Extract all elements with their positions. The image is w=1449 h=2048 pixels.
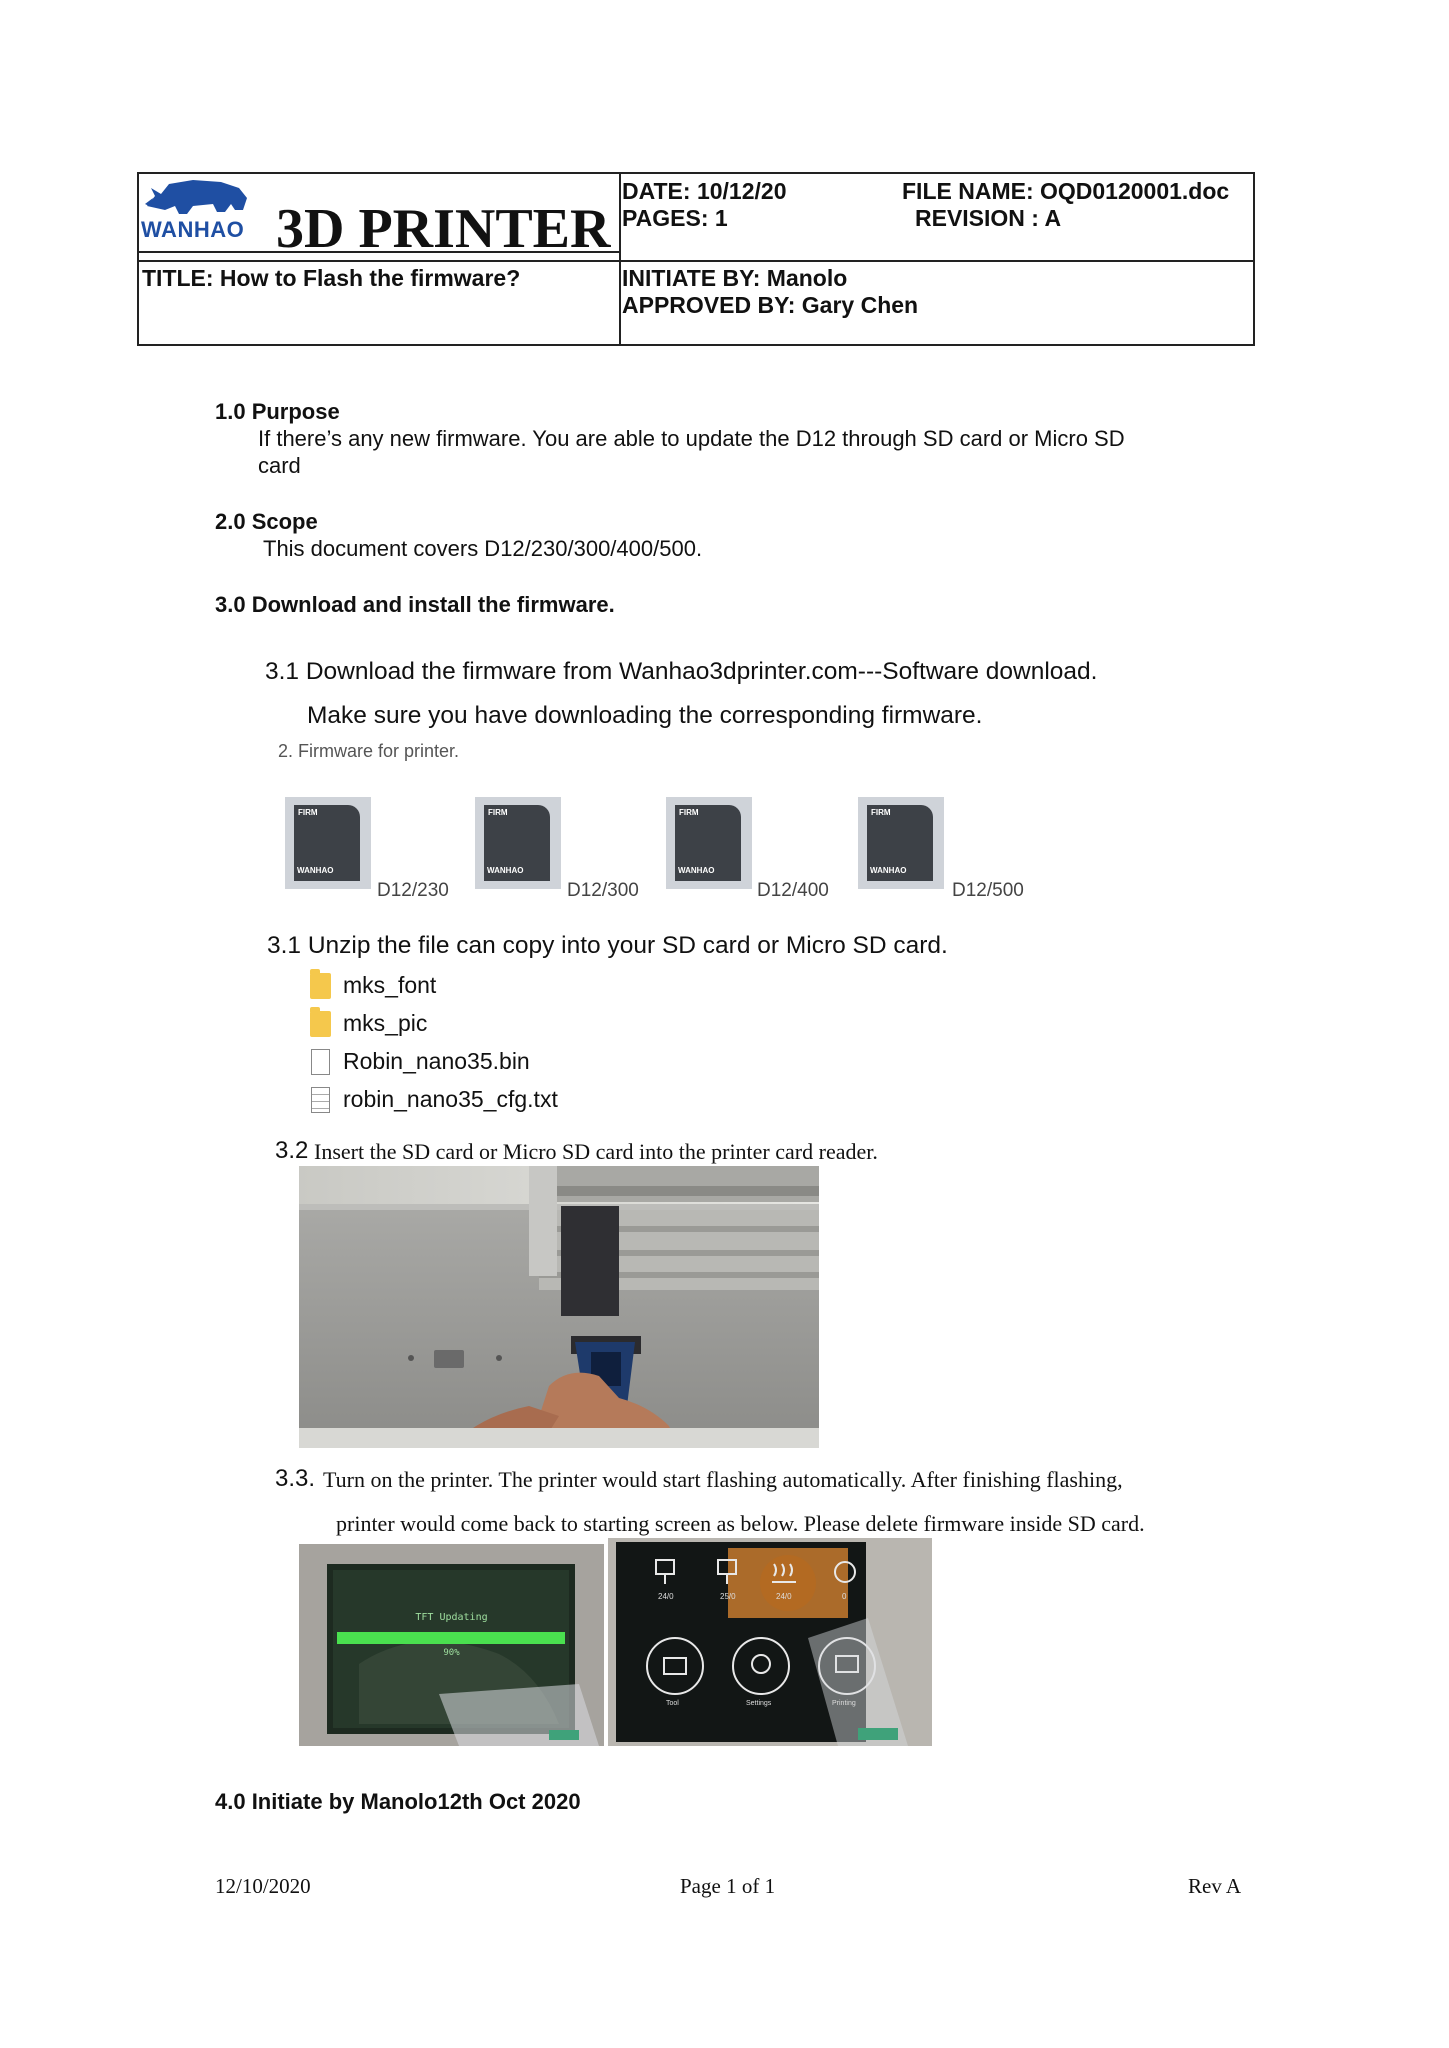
step-3-3-number: 3.3. (275, 1465, 316, 1492)
header-3d-printer-title: 3D PRINTER (276, 198, 611, 260)
step-3-2-number: 3.2 (275, 1137, 309, 1164)
tft-updating-text: TFT Updating (415, 1612, 488, 1623)
tft-updating-percent: 90% (443, 1648, 460, 1658)
step-3-3-line-1: Turn on the printer. The printer would start flashing automatically. After finishing flashing, (323, 1467, 1123, 1492)
step-3-1-download-note: Make sure you have downloading the corresponding firmware. (307, 702, 983, 729)
header-approved-by: APPROVED BY: Gary Chen (622, 292, 919, 318)
menu-value-fan: 0 (842, 1592, 847, 1601)
firmware-label-d12-300: D12/300 (567, 880, 639, 901)
header-date: DATE: 10/12/20 (622, 178, 787, 204)
text-file-icon (311, 1087, 330, 1113)
firmware-icon-brand: WANHAO (487, 866, 524, 875)
scope-text: This document covers D12/230/300/400/500. (263, 536, 703, 561)
menu-button-tool: Tool (666, 1700, 679, 1707)
folder-icon (310, 1011, 331, 1037)
header-revision: REVISION : A (915, 205, 1062, 231)
firmware-label-d12-500: D12/500 (952, 880, 1024, 901)
menu-value-bed: 24/0 (776, 1592, 792, 1601)
purpose-line-2: card (258, 453, 301, 478)
logo-underline (137, 251, 619, 253)
footer-date: 12/10/2020 (215, 1874, 311, 1898)
step-3-2-text: Insert the SD card or Micro SD card into the printer card reader. (314, 1139, 878, 1164)
firmware-caption: 2. Firmware for printer. (278, 741, 460, 761)
firmware-file-icon[interactable] (666, 797, 752, 889)
folder-icon (310, 973, 331, 999)
download-heading: 3.0 Download and install the firmware. (215, 592, 615, 617)
header-pages: PAGES: 1 (622, 205, 728, 231)
file-list-item[interactable]: mks_pic (343, 1010, 428, 1036)
step-3-1-download: 3.1 Download the firmware from Wanhao3dprinter.com---Software download. (265, 658, 1098, 685)
header-doc-title: TITLE: How to Flash the firmware? (142, 265, 521, 291)
firmware-icon-label: FIRM (871, 808, 891, 817)
file-list-item[interactable]: Robin_nano35.bin (343, 1048, 530, 1074)
firmware-file-icon[interactable] (285, 797, 371, 889)
firmware-label-d12-230: D12/230 (377, 880, 449, 901)
firmware-icon-label: FIRM (488, 808, 508, 817)
wanhao-rhino-logo (143, 176, 255, 220)
header-divider-vertical (619, 174, 621, 344)
step-3-1-unzip: 3.1 Unzip the file can copy into your SD card or Micro SD card. (267, 932, 948, 959)
file-icon (311, 1049, 330, 1075)
wanhao-logo-text: WANHAO (141, 217, 245, 242)
header-initiate-by: INITIATE BY: Manolo (622, 265, 848, 291)
firmware-file-icon[interactable] (475, 797, 561, 889)
firmware-icon-label: FIRM (679, 808, 699, 817)
starting-screen-photo (608, 1538, 932, 1746)
menu-value-extruder2: 25/0 (720, 1592, 736, 1601)
header-file-name: FILE NAME: OQD0120001.doc (902, 178, 1230, 204)
initiate-heading: 4.0 Initiate by Manolo12th Oct 2020 (215, 1789, 581, 1814)
firmware-label-d12-400: D12/400 (757, 880, 829, 901)
menu-button-printing: Printing (832, 1700, 856, 1707)
scope-heading: 2.0 Scope (215, 509, 318, 534)
sd-card-insertion-photo (299, 1166, 819, 1448)
firmware-file-icon[interactable] (858, 797, 944, 889)
footer-page: Page 1 of 1 (680, 1874, 776, 1898)
footer-rev: Rev A (1188, 1874, 1242, 1898)
tft-updating-photo (299, 1544, 604, 1746)
menu-button-settings: Settings (746, 1700, 772, 1707)
file-list-item[interactable]: robin_nano35_cfg.txt (343, 1086, 558, 1112)
purpose-heading: 1.0 Purpose (215, 399, 340, 424)
purpose-line-1: If there’s any new firmware. You are able to update the D12 through SD card or Micro SD (258, 426, 1125, 451)
step-3-3-line-2: printer would come back to starting screen as below. Please delete firmware inside SD card. (336, 1511, 1145, 1536)
firmware-icon-brand: WANHAO (297, 866, 334, 875)
file-list-item[interactable]: mks_font (343, 972, 437, 998)
firmware-icon-label: FIRM (298, 808, 318, 817)
menu-value-extruder1: 24/0 (658, 1592, 674, 1601)
firmware-icon-brand: WANHAO (870, 866, 907, 875)
firmware-icon-brand: WANHAO (678, 866, 715, 875)
